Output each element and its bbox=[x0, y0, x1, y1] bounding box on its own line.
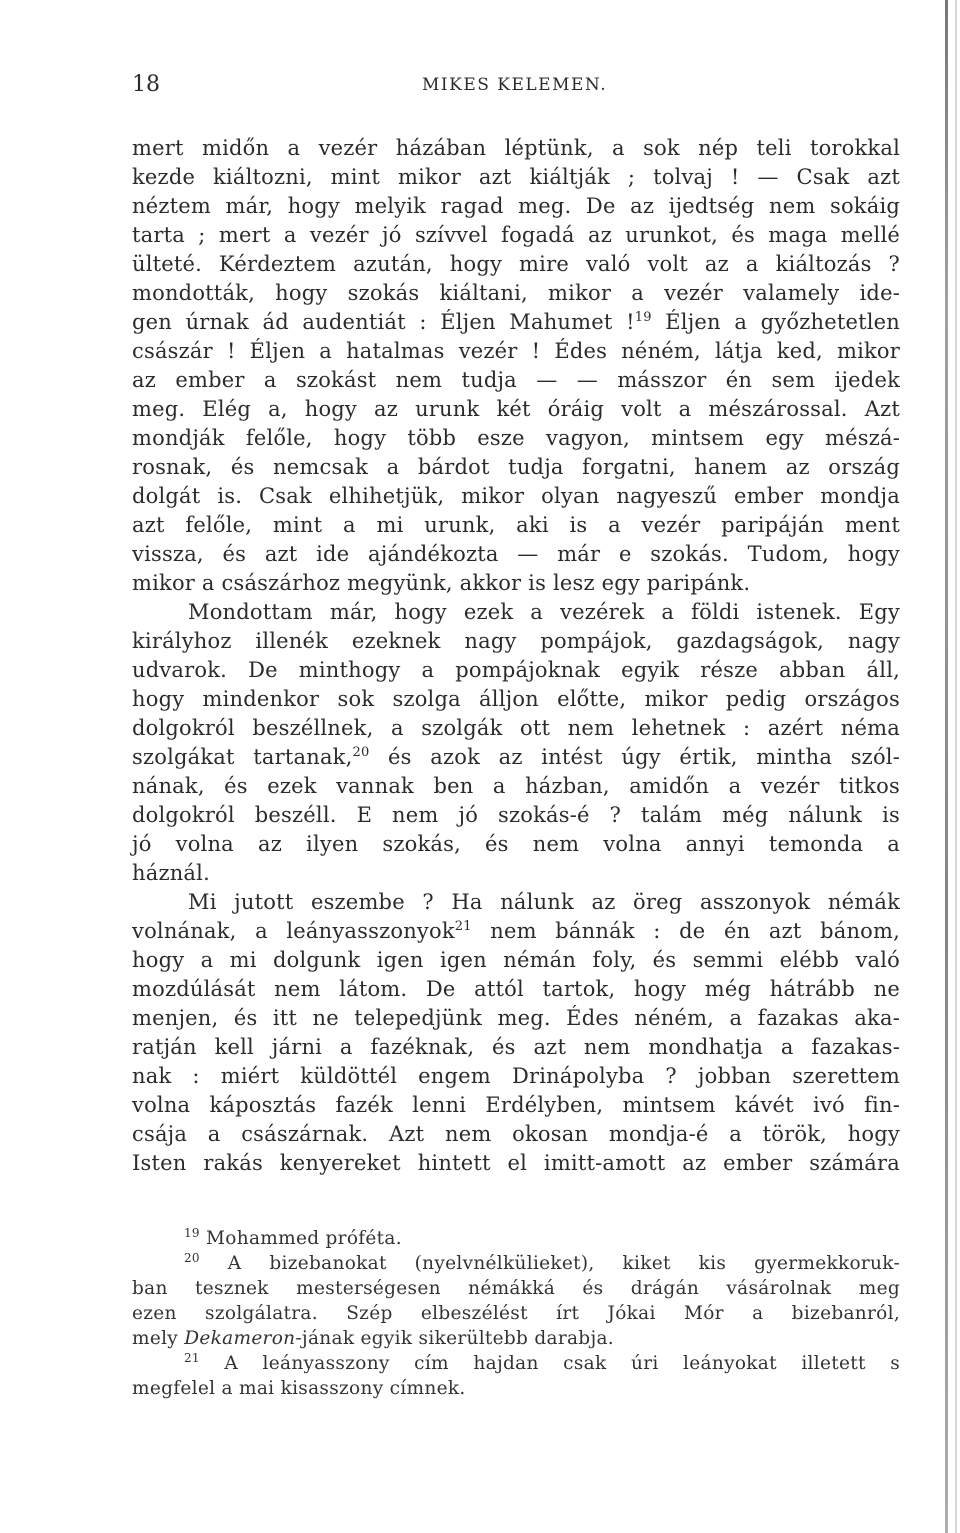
text-line bbox=[132, 424, 900, 453]
footnote-line bbox=[132, 1251, 900, 1276]
text-line bbox=[132, 627, 900, 656]
text-line bbox=[132, 482, 900, 511]
text-line-content: azt felőle, mint a mi urunk, aki is a vezér paripáján ment bbox=[132, 513, 900, 537]
footnote-text-continuation: -jának egyik sikerültebb darabja. bbox=[295, 1328, 614, 1349]
text-line bbox=[132, 1120, 900, 1149]
text-line-content: hogy mindenkor sok szolga álljon előtte, mikor pedig országos bbox=[132, 687, 900, 711]
footnotes bbox=[132, 1226, 900, 1401]
text-line bbox=[132, 772, 900, 801]
footnote-marker: 19 bbox=[184, 1226, 200, 1240]
footnote-text: megfelel a mai kisasszony címnek. bbox=[132, 1378, 466, 1399]
text-line-continuation: és azok az intést úgy értik, mintha szól- bbox=[369, 745, 900, 769]
text-line-content: dolgát is. Csak elhihetjük, mikor olyan nagyeszű ember mondja bbox=[132, 484, 900, 508]
text-line bbox=[132, 1149, 900, 1178]
running-head: MIKES KELEMEN. bbox=[422, 75, 608, 95]
text-line-content: jó volna az ilyen szokás, és nem volna annyi temonda a bbox=[132, 832, 900, 856]
page-edge-shadow-outer bbox=[955, 0, 957, 1533]
text-line bbox=[132, 279, 900, 308]
footnote-text: Mohammed próféta. bbox=[199, 1228, 402, 1249]
page-header bbox=[132, 70, 900, 100]
text-line-continuation: Éljen a győzhetetlen bbox=[651, 310, 900, 334]
text-line bbox=[132, 221, 900, 250]
text-line-continuation: nem bánnák : de én azt bánom, bbox=[471, 919, 900, 943]
footnote-text: ban tesznek mesterségesen némákká és drágán vásárolnak meg bbox=[132, 1278, 900, 1299]
text-line-content: kezde kiáltozni, mint mikor azt kiáltják ; tolvaj ! — Csak azt bbox=[132, 165, 900, 189]
footnote-text: mely bbox=[132, 1328, 185, 1349]
text-line bbox=[132, 1033, 900, 1062]
text-line bbox=[132, 308, 900, 337]
text-line bbox=[132, 250, 900, 279]
text-line bbox=[132, 888, 900, 917]
text-line bbox=[132, 569, 900, 598]
text-line bbox=[132, 163, 900, 192]
footnote-reference: 21 bbox=[454, 919, 472, 934]
text-line-content: szolgákat tartanak, bbox=[132, 745, 353, 769]
text-line bbox=[132, 134, 900, 163]
text-line bbox=[132, 656, 900, 685]
footnote-line bbox=[132, 1226, 900, 1251]
text-line-content: mondják felőle, hogy több esze vagyon, mintsem egy mészá- bbox=[132, 426, 900, 450]
text-line-content: udvarok. De minthogy a pompájoknak egyik része abban áll, bbox=[132, 658, 900, 682]
text-line bbox=[132, 830, 900, 859]
text-line bbox=[132, 801, 900, 830]
text-line-content: királyhoz illenék ezeknek nagy pompájok, gazdagságok, nagy bbox=[132, 629, 900, 653]
text-line bbox=[132, 685, 900, 714]
text-line bbox=[132, 395, 900, 424]
text-line-content: mozdúlását nem látom. De attól tartok, hogy még hátrább ne bbox=[132, 977, 900, 1001]
text-line-content: néztem már, hogy melyik ragad meg. De az ijedtség nem sokáig bbox=[132, 194, 900, 218]
text-line bbox=[132, 598, 900, 627]
page-edge-shadow bbox=[945, 0, 948, 1533]
text-line-content: mert midőn a vezér házában léptünk, a sok nép teli torokkal bbox=[132, 136, 900, 160]
text-line bbox=[132, 714, 900, 743]
footnote-line bbox=[132, 1376, 900, 1401]
text-line-content: nának, és ezek vannak ben a házban, amidőn a vezér titkos bbox=[132, 774, 900, 798]
footnote-text: A leányasszony cím hajdan csak úri leányokat illetett s bbox=[199, 1353, 900, 1374]
text-line-content: meg. Elég a, hogy az urunk két óráig volt a mészárossal. Azt bbox=[132, 397, 900, 421]
footnote-line bbox=[132, 1276, 900, 1301]
text-line-content: az ember a szokást nem tudja — — másszor én sem ijedek bbox=[132, 368, 900, 392]
text-line-content: menjen, és itt ne telepedjünk meg. Édes néném, a fazakas aka- bbox=[132, 1006, 900, 1030]
text-line-content: nak : miért küldöttél engem Drinápolyba ? jobban szerettem bbox=[132, 1064, 900, 1088]
footnote-italic-title: Dekameron bbox=[184, 1328, 296, 1349]
footnote-line bbox=[132, 1351, 900, 1376]
footnote-marker: 21 bbox=[184, 1351, 200, 1365]
text-line bbox=[132, 366, 900, 395]
text-line bbox=[132, 337, 900, 366]
page-number: 18 bbox=[132, 72, 160, 97]
text-line bbox=[132, 1091, 900, 1120]
text-line-content: gen úrnak ád audentiát : Éljen Mahumet ! bbox=[132, 310, 635, 334]
footnote-text: ezen szolgálatra. Szép elbeszélést írt Jókai Mór a bizebanról, bbox=[132, 1303, 900, 1324]
text-line-content: csája a császárnak. Azt nem okosan mondja-é a török, hogy bbox=[132, 1122, 900, 1146]
text-line bbox=[132, 511, 900, 540]
text-line-content: ratján kell járni a fazéknak, és azt nem mondhatja a fazakas- bbox=[132, 1035, 900, 1059]
text-line-content: hogy a mi dolgunk igen igen némán foly, és semmi elébb való bbox=[132, 948, 900, 972]
text-line bbox=[132, 192, 900, 221]
text-line-content: dolgokról beszéll. E nem jó szokás-é ? talám még nálunk is bbox=[132, 803, 900, 827]
text-line bbox=[132, 917, 900, 946]
text-line-content: mikor a császárhoz megyünk, akkor is lesz egy paripánk. bbox=[132, 571, 751, 595]
text-line-content: rosnak, és nemcsak a bárdot tudja forgatni, hanem az ország bbox=[132, 455, 900, 479]
text-line bbox=[132, 743, 900, 772]
footnote-text: A bizebanokat (nyelvnélkülieket), kiket kis gyermekkoruk- bbox=[199, 1253, 900, 1274]
text-line-content: tarta ; mert a vezér jó szívvel fogadá az urunkot, és maga mellé bbox=[132, 223, 900, 247]
footnote-line bbox=[132, 1301, 900, 1326]
text-line bbox=[132, 453, 900, 482]
text-line bbox=[132, 859, 900, 888]
body-text bbox=[132, 134, 900, 1178]
text-line-content: volnának, a leányasszonyok bbox=[132, 919, 455, 943]
text-line-content: császár ! Éljen a hatalmas vezér ! Édes néném, látja ked, mikor bbox=[132, 339, 900, 363]
text-line-content: ülteté. Kérdeztem azután, hogy mire való volt az a kiáltozás ? bbox=[132, 252, 900, 276]
text-line bbox=[132, 1004, 900, 1033]
text-line bbox=[132, 540, 900, 569]
text-line-content: dolgokról beszéllnek, a szolgák ott nem lehetnek : azért néma bbox=[132, 716, 900, 740]
text-line-content: Mi jutott eszembe ? Ha nálunk az öreg asszonyok némák bbox=[188, 890, 900, 914]
footnote-reference: 20 bbox=[352, 745, 370, 760]
footnote-line bbox=[132, 1326, 900, 1351]
text-line bbox=[132, 946, 900, 975]
text-line-content: Mondottam már, hogy ezek a vezérek a földi istenek. Egy bbox=[188, 600, 900, 624]
text-line bbox=[132, 975, 900, 1004]
text-line bbox=[132, 1062, 900, 1091]
footnote-reference: 19 bbox=[634, 310, 652, 325]
text-line-content: vissza, és azt ide ajándékozta — már e szokás. Tudom, hogy bbox=[132, 542, 900, 566]
text-line-content: háznál. bbox=[132, 861, 210, 885]
text-line-content: Isten rakás kenyereket hintett el imitt-amott az ember számára bbox=[132, 1151, 900, 1175]
footnote-marker: 20 bbox=[184, 1251, 200, 1265]
text-line-content: volna káposztás fazék lenni Erdélyben, mintsem kávét ivó fin- bbox=[132, 1093, 900, 1117]
text-line-content: mondották, hogy szokás kiáltani, mikor a vezér valamely ide- bbox=[132, 281, 900, 305]
